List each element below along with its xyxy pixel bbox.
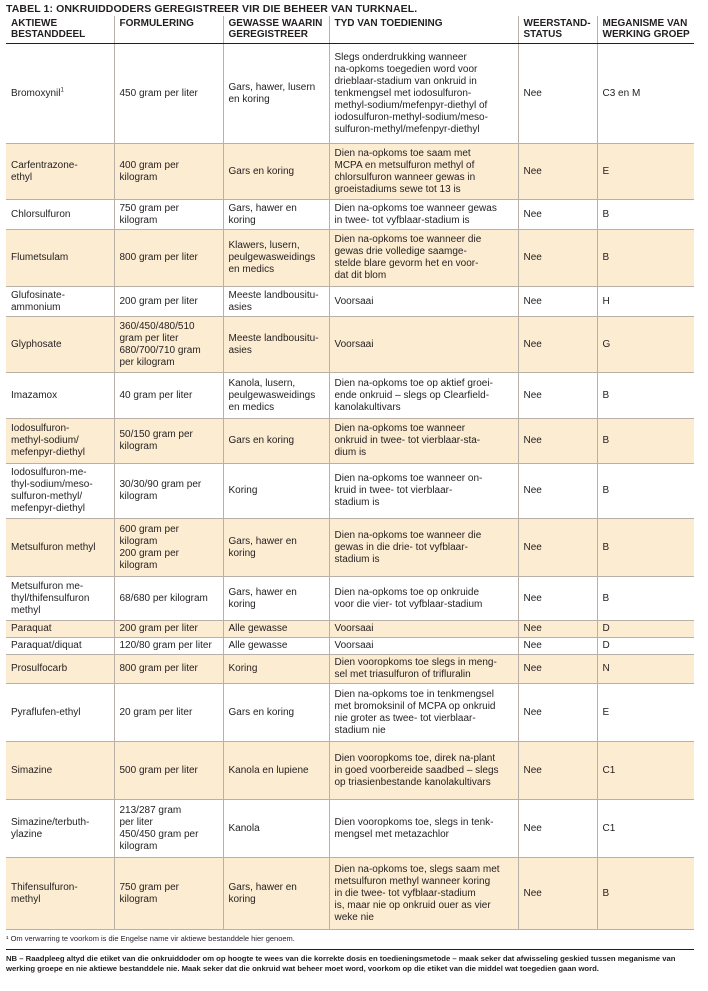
cell-active-ingredient-text: Paraquat/diquat — [11, 640, 82, 651]
cell-registered-crops-text: Gars en koring — [228, 435, 295, 446]
cell-mode-of-action-group — [597, 858, 694, 930]
cell-application-time-text: Voorsaai — [334, 295, 374, 307]
cell-registered-crops-text: Gars, hawer en koring — [228, 202, 297, 226]
cell-mode-of-action-group-text: B — [602, 887, 610, 899]
cell-active-ingredient — [6, 317, 114, 373]
footnote: ¹ Om verwarring te voorkom is die Engelse name vir aktiewe bestanddele hier genoem. — [6, 934, 295, 943]
cell-mode-of-action-group — [597, 287, 694, 317]
cell-registered-crops — [223, 519, 329, 577]
cell-active-ingredient-text: Carfentrazone- ethyl — [11, 159, 78, 183]
cell-formulation — [114, 800, 223, 858]
cell-resistance-status — [518, 655, 597, 684]
cell-application-time-text: Dien na-opkoms toe in tenkmengsel met bromoksinil of MCPA op onkruid nie groter as twee- tot vierblaar- stadium nie — [334, 688, 496, 736]
cell-registered-crops — [223, 621, 329, 638]
cell-resistance-status-text: Nee — [523, 295, 542, 307]
cell-application-time-text: Voorsaai — [334, 338, 374, 350]
cell-mode-of-action-group — [597, 317, 694, 373]
cell-application-time — [329, 800, 518, 858]
cell-active-ingredient — [6, 44, 114, 144]
cell-active-ingredient-text: Iodosulfuron- methyl-sodium/ mefenpyr-diethyl — [11, 423, 85, 458]
cell-registered-crops — [223, 684, 329, 742]
header-formulation: FORMULERING — [114, 16, 223, 44]
cell-application-time — [329, 655, 518, 684]
cell-formulation-text: 120/80 gram per liter — [119, 640, 212, 651]
cell-resistance-status — [518, 638, 597, 655]
cell-mode-of-action-group-text: B — [602, 208, 610, 220]
cell-active-ingredient-text: Thifensulfuron- methyl — [11, 881, 78, 905]
cell-formulation — [114, 742, 223, 800]
cell-formulation-text: 50/150 gram per kilogram — [119, 429, 193, 452]
cell-resistance-status-text: Nee — [523, 541, 542, 553]
cell-application-time — [329, 742, 518, 800]
cell-application-time-text: Dien na-opkoms toe, slegs saam met metsulfuron methyl wanneer koring in die twee- tot vyfblaar-stadium is, maar nie op onkruid ouer as vier weke nie — [334, 863, 500, 923]
cell-resistance-status-text: Nee — [523, 623, 542, 634]
cell-active-ingredient — [6, 519, 114, 577]
cell-resistance-status-text: Nee — [523, 165, 542, 177]
cell-application-time-text: Dien vooropkoms toe, slegs in tenk- mengsel met metazachlor — [334, 816, 494, 840]
cell-mode-of-action-group — [597, 684, 694, 742]
table-row — [6, 638, 694, 655]
cell-application-time-text: Slegs onderdrukking wanneer na-opkoms toegedien word voor drieblaar-stadium van onkruid in tenkmengsel met iodosulfuron- methyl-sodium/mefenpyr-diethyl of iodosulfuron-methyl-sodium/meso- sulfuron-methyl/mefenpyr-diethyl — [334, 51, 488, 135]
cell-resistance-status — [518, 317, 597, 373]
cell-resistance-status-text: Nee — [523, 208, 542, 220]
cell-active-ingredient-text: Metsulfuron methyl — [11, 541, 96, 553]
cell-registered-crops-text: Alle gewasse — [228, 640, 288, 651]
cell-formulation — [114, 858, 223, 930]
cell-active-ingredient-text: Bromoxynil — [11, 87, 61, 99]
table-row — [6, 655, 694, 684]
cell-application-time — [329, 577, 518, 621]
cell-application-time-text: Dien vooropkoms toe slegs in meng- sel met triasulfuron of trifluralin — [334, 657, 497, 680]
table-row — [6, 317, 694, 373]
table-caption: TABEL 1: ONKRUIDDODERS GEREGISTREER VIR DIE BEHEER VAN TURKNAEL. — [6, 3, 418, 15]
table-row — [6, 200, 694, 230]
table-row — [6, 287, 694, 317]
cell-application-time — [329, 44, 518, 144]
cell-resistance-status — [518, 519, 597, 577]
cell-resistance-status — [518, 419, 597, 464]
cell-mode-of-action-group — [597, 44, 694, 144]
cell-mode-of-action-group-text: G — [602, 338, 611, 350]
cell-registered-crops — [223, 464, 329, 519]
cell-mode-of-action-group — [597, 519, 694, 577]
table-header-row — [6, 16, 694, 44]
cell-application-time-text: Dien vooropkoms toe, direk na-plant in goed voorbereide saadbed – slegs op triasienbestande kanolakultivars — [334, 752, 499, 788]
table-row — [6, 230, 694, 287]
header-resistance-status: WEERSTAND- STATUS — [518, 16, 597, 44]
table-row — [6, 684, 694, 742]
cell-active-ingredient — [6, 287, 114, 317]
cell-formulation — [114, 144, 223, 200]
cell-resistance-status — [518, 800, 597, 858]
cell-application-time — [329, 858, 518, 930]
cell-mode-of-action-group-text: B — [602, 541, 610, 553]
cell-active-ingredient — [6, 577, 114, 621]
cell-active-ingredient — [6, 742, 114, 800]
cell-registered-crops-text: Gars en koring — [228, 706, 295, 718]
table-row — [6, 144, 694, 200]
cell-active-ingredient — [6, 419, 114, 464]
cell-formulation — [114, 655, 223, 684]
table-row — [6, 800, 694, 858]
cell-registered-crops-text: Kanola — [228, 822, 260, 834]
table-row — [6, 419, 694, 464]
cell-mode-of-action-group — [597, 200, 694, 230]
header-mode-of-action-group: MEGANISME VAN WERKING GROEP — [597, 16, 694, 44]
cell-mode-of-action-group — [597, 655, 694, 684]
cell-active-ingredient — [6, 464, 114, 519]
cell-formulation-text: 750 gram per kilogram — [119, 881, 179, 905]
cell-formulation-text: 30/30/90 gram per kilogram — [119, 479, 202, 502]
cell-active-ingredient-text: Metsulfuron me- thyl/thifensulfuron methyl — [11, 580, 90, 616]
advisory-note: NB – Raadpleeg altyd die etiket van die onkruiddoder om op hoogte te wees van die korrekte dosis en toedieningsmetode – maak seker dat afwisseling geskied tussen meganisme van werking groepe en nie aktiewe bestanddele nie. Maak seker dat die onkruid wat beheer moet word, voorkom op die etiket van die middel wat toegedien gaan word. — [6, 954, 676, 973]
cell-resistance-status-text: Nee — [523, 764, 542, 776]
cell-mode-of-action-group — [597, 464, 694, 519]
cell-mode-of-action-group-text: B — [602, 435, 610, 446]
cell-application-time-text: Dien na-opkoms toe wanneer gewas in twee- tot vyfblaar-stadium is — [334, 202, 497, 226]
cell-mode-of-action-group-text: C1 — [602, 764, 616, 776]
cell-mode-of-action-group-text: B — [602, 389, 610, 401]
cell-mode-of-action-group-text: B — [602, 485, 610, 496]
cell-registered-crops — [223, 230, 329, 287]
cell-resistance-status — [518, 858, 597, 930]
cell-formulation-text: 68/680 per kilogram — [119, 592, 208, 604]
footnote-marker: 1 — [60, 87, 64, 94]
cell-mode-of-action-group — [597, 800, 694, 858]
cell-mode-of-action-group — [597, 621, 694, 638]
cell-formulation — [114, 419, 223, 464]
cell-registered-crops — [223, 655, 329, 684]
cell-formulation-text: 20 gram per liter — [119, 706, 193, 718]
cell-mode-of-action-group-text: E — [602, 706, 610, 718]
cell-registered-crops-text: Gars, hawer en koring — [228, 881, 297, 905]
header-active-ingredient: AKTIEWE BESTANDDEEL — [6, 16, 114, 44]
cell-mode-of-action-group — [597, 373, 694, 419]
cell-application-time — [329, 287, 518, 317]
cell-registered-crops-text: Alle gewasse — [228, 623, 288, 634]
cell-resistance-status — [518, 464, 597, 519]
divider — [6, 949, 694, 950]
header-registered-crops: GEWASSE WAARIN GEREGISTREER — [223, 16, 329, 44]
table-row — [6, 519, 694, 577]
cell-registered-crops-text: Koring — [228, 485, 258, 496]
cell-resistance-status-text: Nee — [523, 338, 542, 350]
cell-application-time — [329, 230, 518, 287]
cell-application-time-text: Dien na-opkoms toe wanneer die gewas drie volledige saamge- stelde blare gevorm het en voor- dat dit blom — [334, 234, 482, 281]
cell-formulation — [114, 464, 223, 519]
cell-resistance-status-text: Nee — [523, 592, 542, 604]
cell-registered-crops — [223, 638, 329, 655]
cell-application-time — [329, 144, 518, 200]
cell-mode-of-action-group-text: C3 en M — [602, 87, 641, 99]
cell-registered-crops — [223, 373, 329, 419]
cell-registered-crops-text: Koring — [228, 663, 258, 674]
cell-active-ingredient-text: Prosulfocarb — [11, 663, 68, 674]
cell-mode-of-action-group-text: N — [602, 663, 610, 674]
cell-mode-of-action-group — [597, 742, 694, 800]
cell-formulation-text: 40 gram per liter — [119, 389, 193, 401]
cell-active-ingredient — [6, 230, 114, 287]
cell-formulation-text: 500 gram per liter — [119, 764, 198, 776]
cell-application-time-text: Dien na-opkoms toe wanneer die gewas in die drie- tot vyfblaar- stadium is — [334, 529, 482, 565]
cell-mode-of-action-group — [597, 230, 694, 287]
table-row — [6, 44, 694, 144]
cell-application-time-text: Voorsaai — [334, 623, 374, 634]
cell-registered-crops-text: Kanola, lusern, peulgewasweidings en medics — [228, 377, 316, 413]
cell-registered-crops-text: Kanola en lupiene — [228, 764, 309, 776]
cell-mode-of-action-group-text: D — [602, 623, 610, 634]
cell-application-time — [329, 638, 518, 655]
cell-resistance-status-text: Nee — [523, 389, 542, 401]
cell-registered-crops — [223, 742, 329, 800]
table-row — [6, 464, 694, 519]
cell-formulation-text: 800 gram per liter — [119, 252, 198, 263]
cell-registered-crops — [223, 858, 329, 930]
cell-registered-crops-text: Gars, hawer, lusern en koring — [228, 81, 316, 105]
cell-formulation-text: 450 gram per liter — [119, 87, 198, 99]
cell-active-ingredient — [6, 373, 114, 419]
cell-registered-crops — [223, 577, 329, 621]
cell-resistance-status — [518, 577, 597, 621]
cell-formulation — [114, 577, 223, 621]
cell-formulation — [114, 230, 223, 287]
cell-active-ingredient-text: Paraquat — [11, 623, 52, 634]
cell-registered-crops — [223, 44, 329, 144]
table-row — [6, 577, 694, 621]
cell-active-ingredient — [6, 638, 114, 655]
cell-resistance-status — [518, 200, 597, 230]
cell-resistance-status — [518, 621, 597, 638]
cell-application-time — [329, 200, 518, 230]
cell-formulation — [114, 519, 223, 577]
cell-application-time — [329, 317, 518, 373]
cell-active-ingredient — [6, 800, 114, 858]
cell-application-time — [329, 684, 518, 742]
cell-registered-crops — [223, 144, 329, 200]
cell-application-time — [329, 419, 518, 464]
cell-mode-of-action-group — [597, 419, 694, 464]
cell-formulation-text: 750 gram per kilogram — [119, 202, 179, 226]
cell-resistance-status — [518, 742, 597, 800]
cell-formulation — [114, 621, 223, 638]
cell-resistance-status — [518, 230, 597, 287]
cell-active-ingredient-text: Simazine/terbuth- ylazine — [11, 816, 90, 840]
cell-registered-crops-text: Meeste landbousitu- asies — [228, 332, 319, 356]
cell-active-ingredient-text: Pyraflufen-ethyl — [11, 706, 81, 718]
cell-application-time-text: Dien na-opkoms toe op onkruide voor die vier- tot vyfblaar-stadium — [334, 586, 483, 610]
cell-mode-of-action-group — [597, 577, 694, 621]
table-body — [6, 44, 694, 930]
cell-formulation-text: 800 gram per liter — [119, 663, 198, 674]
cell-active-ingredient-text: Chlorsulfuron — [11, 208, 71, 220]
cell-formulation-text: 360/450/480/510 gram per liter 680/700/710 gram per kilogram — [119, 320, 201, 368]
cell-registered-crops-text: Gars, hawer en koring — [228, 586, 297, 610]
cell-registered-crops-text: Gars, hawer en koring — [228, 535, 297, 559]
cell-application-time — [329, 519, 518, 577]
cell-resistance-status — [518, 684, 597, 742]
cell-resistance-status — [518, 287, 597, 317]
cell-registered-crops-text: Gars en koring — [228, 165, 295, 177]
cell-resistance-status-text: Nee — [523, 87, 542, 99]
cell-active-ingredient — [6, 684, 114, 742]
cell-formulation — [114, 287, 223, 317]
cell-application-time-text: Dien na-opkoms toe saam met MCPA en metsulfuron methyl of chlorsulfuron wanneer gewas in groeistadiums sewe tot 13 is — [334, 147, 476, 195]
cell-registered-crops — [223, 419, 329, 464]
cell-mode-of-action-group-text: D — [602, 640, 610, 651]
cell-application-time-text: Dien na-opkoms toe op aktief groei- ende onkruid – slegs op Clearfield- kanolakultivars — [334, 377, 493, 413]
cell-active-ingredient-text: Glyphosate — [11, 338, 62, 350]
cell-application-time — [329, 373, 518, 419]
cell-active-ingredient-text: Iodosulfuron-me- thyl-sodium/meso- sulfuron-methyl/ mefenpyr-diethyl — [11, 467, 93, 514]
cell-active-ingredient-text: Flumetsulam — [11, 252, 69, 263]
cell-registered-crops-text: Meeste landbousitu- asies — [228, 289, 319, 313]
cell-mode-of-action-group-text: E — [602, 165, 610, 177]
cell-formulation-text: 200 gram per liter — [119, 295, 198, 307]
cell-formulation — [114, 684, 223, 742]
cell-registered-crops — [223, 317, 329, 373]
cell-active-ingredient-text: Simazine — [11, 764, 53, 776]
cell-registered-crops — [223, 287, 329, 317]
cell-active-ingredient — [6, 858, 114, 930]
cell-application-time-text: Voorsaai — [334, 640, 374, 651]
table-row — [6, 858, 694, 930]
cell-resistance-status — [518, 44, 597, 144]
cell-resistance-status — [518, 144, 597, 200]
cell-application-time — [329, 464, 518, 519]
cell-mode-of-action-group-text: H — [602, 295, 610, 307]
cell-active-ingredient-text: Glufosinate- ammonium — [11, 289, 65, 313]
cell-mode-of-action-group-text: B — [602, 252, 610, 263]
table-row — [6, 742, 694, 800]
cell-application-time-text: Dien na-opkoms toe wanneer onkruid in twee- tot vierblaar-sta- dium is — [334, 423, 481, 458]
cell-resistance-status-text: Nee — [523, 640, 542, 651]
cell-formulation — [114, 373, 223, 419]
cell-formulation — [114, 200, 223, 230]
cell-formulation — [114, 317, 223, 373]
cell-resistance-status-text: Nee — [523, 822, 542, 834]
cell-active-ingredient — [6, 144, 114, 200]
cell-resistance-status-text: Nee — [523, 485, 542, 496]
herbicide-table — [6, 16, 694, 930]
table-row — [6, 373, 694, 419]
cell-resistance-status-text: Nee — [523, 663, 542, 674]
cell-formulation-text: 200 gram per liter — [119, 623, 198, 634]
cell-mode-of-action-group-text: B — [602, 592, 610, 604]
cell-resistance-status — [518, 373, 597, 419]
table-row — [6, 621, 694, 638]
cell-mode-of-action-group-text: C1 — [602, 822, 616, 834]
cell-resistance-status-text: Nee — [523, 435, 542, 446]
cell-formulation — [114, 44, 223, 144]
cell-formulation — [114, 638, 223, 655]
cell-formulation-text: 213/287 gram per liter 450/450 gram per kilogram — [119, 804, 199, 852]
cell-registered-crops-text: Klawers, lusern, peulgewasweidings en medics — [228, 240, 316, 275]
header-application-time: TYD VAN TOEDIENING — [329, 16, 518, 44]
cell-registered-crops — [223, 200, 329, 230]
cell-resistance-status-text: Nee — [523, 706, 542, 718]
cell-formulation-text: 600 gram per kilogram 200 gram per kilogram — [119, 523, 179, 571]
cell-active-ingredient — [6, 655, 114, 684]
cell-resistance-status-text: Nee — [523, 252, 542, 263]
cell-application-time — [329, 621, 518, 638]
cell-registered-crops — [223, 800, 329, 858]
cell-formulation-text: 400 gram per kilogram — [119, 159, 179, 183]
cell-active-ingredient — [6, 621, 114, 638]
cell-application-time-text: Dien na-opkoms toe wanneer on- kruid in twee- tot vierblaar- stadium is — [334, 473, 483, 508]
cell-active-ingredient — [6, 200, 114, 230]
cell-active-ingredient-text: Imazamox — [11, 389, 58, 401]
cell-resistance-status-text: Nee — [523, 887, 542, 899]
cell-mode-of-action-group — [597, 144, 694, 200]
cell-mode-of-action-group — [597, 638, 694, 655]
